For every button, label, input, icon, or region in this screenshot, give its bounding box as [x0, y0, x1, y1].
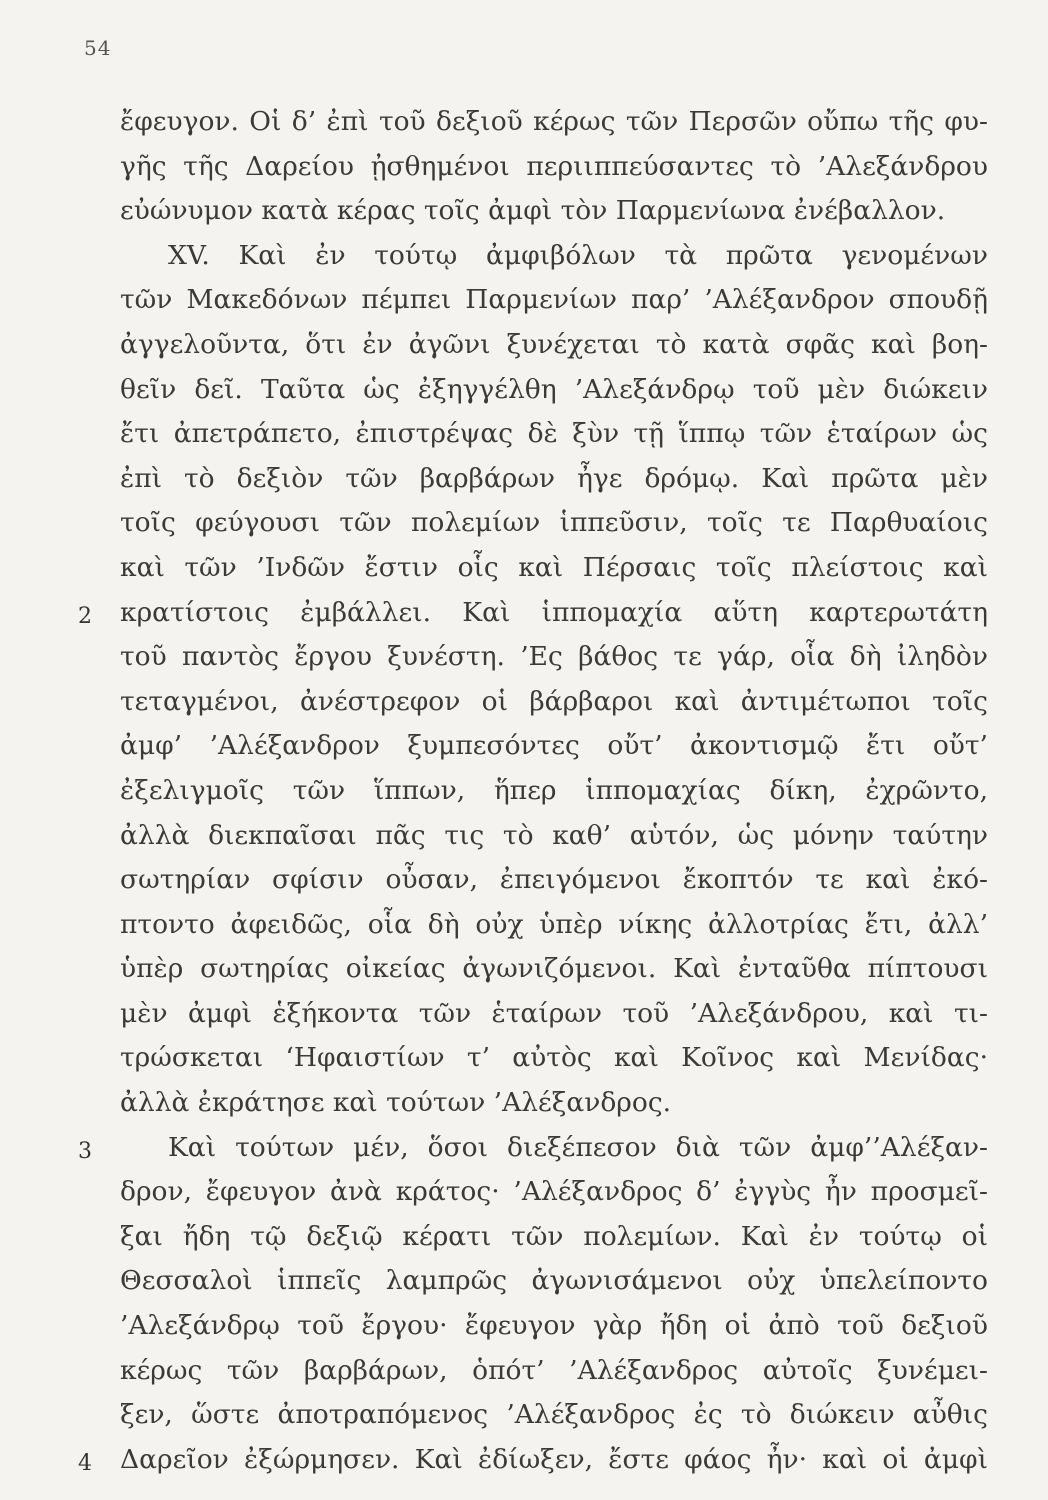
- text-line: [0, 189, 1048, 234]
- section-number: 3: [78, 1138, 92, 1164]
- text-line: [0, 546, 1048, 591]
- text-line: [0, 858, 1048, 903]
- line-text: κέρως τῶν βαρβάρων, ὁπότ’ ’Αλέξανδρος αὐτοῖς ξυνέμει-: [120, 1354, 988, 1386]
- line-text: ἀμφ’ ’Αλέξανδρον ξυμπεσόντες οὔτ’ ἀκοντισμῷ ἔτι οὔτ’: [120, 730, 988, 762]
- text-line: [0, 234, 1048, 279]
- page-number: 54: [84, 36, 112, 60]
- line-text: δρον, ἔφευγον ἀνὰ κράτος· ’Αλέξανδρος δ’ ἐγγὺς ἦν προσμεῖ-: [120, 1176, 988, 1208]
- line-text: σωτηρίαν σφίσιν οὖσαν, ἐπειγόμενοι ἔκοπτόν τε καὶ ἐκό-: [120, 864, 988, 896]
- text-line: [0, 1215, 1048, 1260]
- line-text: ὑπὲρ σωτηρίας οἰκείας ἀγωνιζόμενοι. Καὶ ἐνταῦθα πίπτουσι: [120, 953, 988, 985]
- line-text: τρώσκεται ‘Ηφαιστίων τ’ αὐτὸς καὶ Κοῖνος καὶ Μενίδας·: [120, 1042, 988, 1074]
- text-line: [0, 814, 1048, 859]
- text-line: [0, 591, 1048, 636]
- line-text: καὶ τῶν ’Ινδῶν ἔστιν οἷς καὶ Πέρσαις τοῖς πλείστοις καὶ: [120, 551, 988, 583]
- line-text: ἔτι ἀπετράπετο, ἐπιστρέψας δὲ ξὺν τῇ ἵππῳ τῶν ἑταίρων ὡς: [120, 418, 988, 450]
- text-line: [0, 323, 1048, 368]
- line-text: XV. Καὶ ἐν τούτῳ ἀμφιβόλων τὰ πρῶτα γενομένων: [168, 239, 988, 271]
- line-text: πτοντο ἀφειδῶς, οἷα δὴ οὐχ ὑπὲρ νίκης ἀλλοτρίας ἔτι, ἀλλ’: [120, 908, 988, 940]
- line-text: θεῖν δεῖ. Ταῦτα ὡς ἐξηγγέλθη ’Αλεξάνδρῳ τοῦ μὲν διώκειν: [120, 373, 988, 405]
- text-line: [0, 278, 1048, 323]
- line-text: ἔφευγον. Οἱ δ’ ἐπὶ τοῦ δεξιοῦ κέρως τῶν Περσῶν οὔπω τῆς φυ-: [120, 106, 988, 137]
- text-line: [0, 992, 1048, 1037]
- text-line: [0, 769, 1048, 814]
- text-line: [0, 1304, 1048, 1349]
- line-text: ’Αλεξάνδρῳ τοῦ ἔργου· ἔφευγον γὰρ ἤδη οἱ ἀπὸ τοῦ δεξιοῦ: [120, 1310, 988, 1342]
- line-text: τοῦ παντὸς ἔργου ξυνέστη. ’Ες βάθος τε γάρ, οἷα δὴ ἰληδὸν: [120, 641, 988, 673]
- section-number: 4: [78, 1450, 92, 1476]
- line-text: ἐπὶ τὸ δεξιὸν τῶν βαρβάρων ἦγε δρόμῳ. Καὶ πρῶτα μὲν: [120, 462, 988, 494]
- text-line: [0, 903, 1048, 948]
- line-text: ξαι ἤδη τῷ δεξιῷ κέρατι τῶν πολεμίων. Καὶ ἐν τούτῳ οἱ: [120, 1220, 988, 1252]
- line-text: Θεσσαλοὶ ἱππεῖς λαμπρῶς ἀγωνισάμενοι οὐχ ὑπελείποντο: [120, 1265, 988, 1297]
- text-line: [0, 100, 1048, 145]
- text-line: [0, 680, 1048, 725]
- text-line: [0, 1170, 1048, 1215]
- text-line: [0, 145, 1048, 190]
- line-text: Δαρεῖον ἐξώρμησεν. Καὶ ἐδίωξεν, ἔστε φάος ἦν· καὶ οἱ ἀμφὶ: [120, 1443, 988, 1475]
- line-text: ἀλλὰ διεκπαῖσαι πᾶς τις τὸ καθ’ αὑτόν, ὡς μόνην ταύτην: [120, 819, 988, 851]
- line-text: εὐώνυμον κατὰ κέρας τοῖς ἀμφὶ τὸν Παρμενίωνα ἐνέβαλλον.: [120, 195, 946, 227]
- line-text: Καὶ τούτων μέν, ὅσοι διεξέπεσον διὰ τῶν ἀμφ’’Αλέξαν-: [168, 1131, 988, 1163]
- text-line: [0, 457, 1048, 502]
- line-text: μὲν ἀμφὶ ἑξήκοντα τῶν ἑταίρων τοῦ ’Αλεξάνδρου, καὶ τι-: [120, 997, 988, 1029]
- line-text: ἐξελιγμοῖς τῶν ἵππων, ἥπερ ἱππομαχίας δίκη, ἐχρῶντο,: [120, 774, 988, 806]
- text-line: [0, 368, 1048, 413]
- line-text: ξεν, ὥστε ἀποτραπόμενος ’Αλέξανδρος ἐς τὸ διώκειν αὖθις: [120, 1399, 988, 1431]
- section-number: 2: [78, 603, 92, 629]
- text-line: [0, 1393, 1048, 1438]
- text-line: [0, 947, 1048, 992]
- text-line: [0, 1081, 1048, 1126]
- text-body: [0, 100, 1048, 1482]
- text-line: [0, 1126, 1048, 1171]
- line-text: τῶν Μακεδόνων πέμπει Παρμενίων παρ’ ’Αλέξανδρον σπουδῇ: [120, 284, 988, 316]
- text-line: [0, 1349, 1048, 1394]
- text-line: [0, 1036, 1048, 1081]
- line-text: ἀλλὰ ἐκράτησε καὶ τούτων ’Αλέξανδρος.: [120, 1087, 672, 1119]
- text-line: [0, 635, 1048, 680]
- line-text: κρατίστοις ἐμβάλλει. Καὶ ἱππομαχία αὕτη καρτερωτάτη: [120, 596, 988, 628]
- text-line: [0, 724, 1048, 769]
- text-line: [0, 501, 1048, 546]
- line-text: τοῖς φεύγουσι τῶν πολεμίων ἱππεῦσιν, τοῖς τε Παρθυαίοις: [120, 507, 988, 539]
- line-text: ἀγγελοῦντα, ὅτι ἐν ἀγῶνι ξυνέχεται τὸ κατὰ σφᾶς καὶ βοη-: [120, 328, 988, 360]
- line-text: τεταγμένοι, ἀνέστρεφον οἱ βάρβαροι καὶ ἀντιμέτωποι τοῖς: [120, 685, 988, 717]
- text-line: [0, 1259, 1048, 1304]
- text-line: [0, 412, 1048, 457]
- text-line: [0, 1438, 1048, 1483]
- line-text: γῆς τῆς Δαρείου ᾐσθημένοι περιιππεύσαντες τὸ ’Αλεξάνδρου: [120, 150, 988, 182]
